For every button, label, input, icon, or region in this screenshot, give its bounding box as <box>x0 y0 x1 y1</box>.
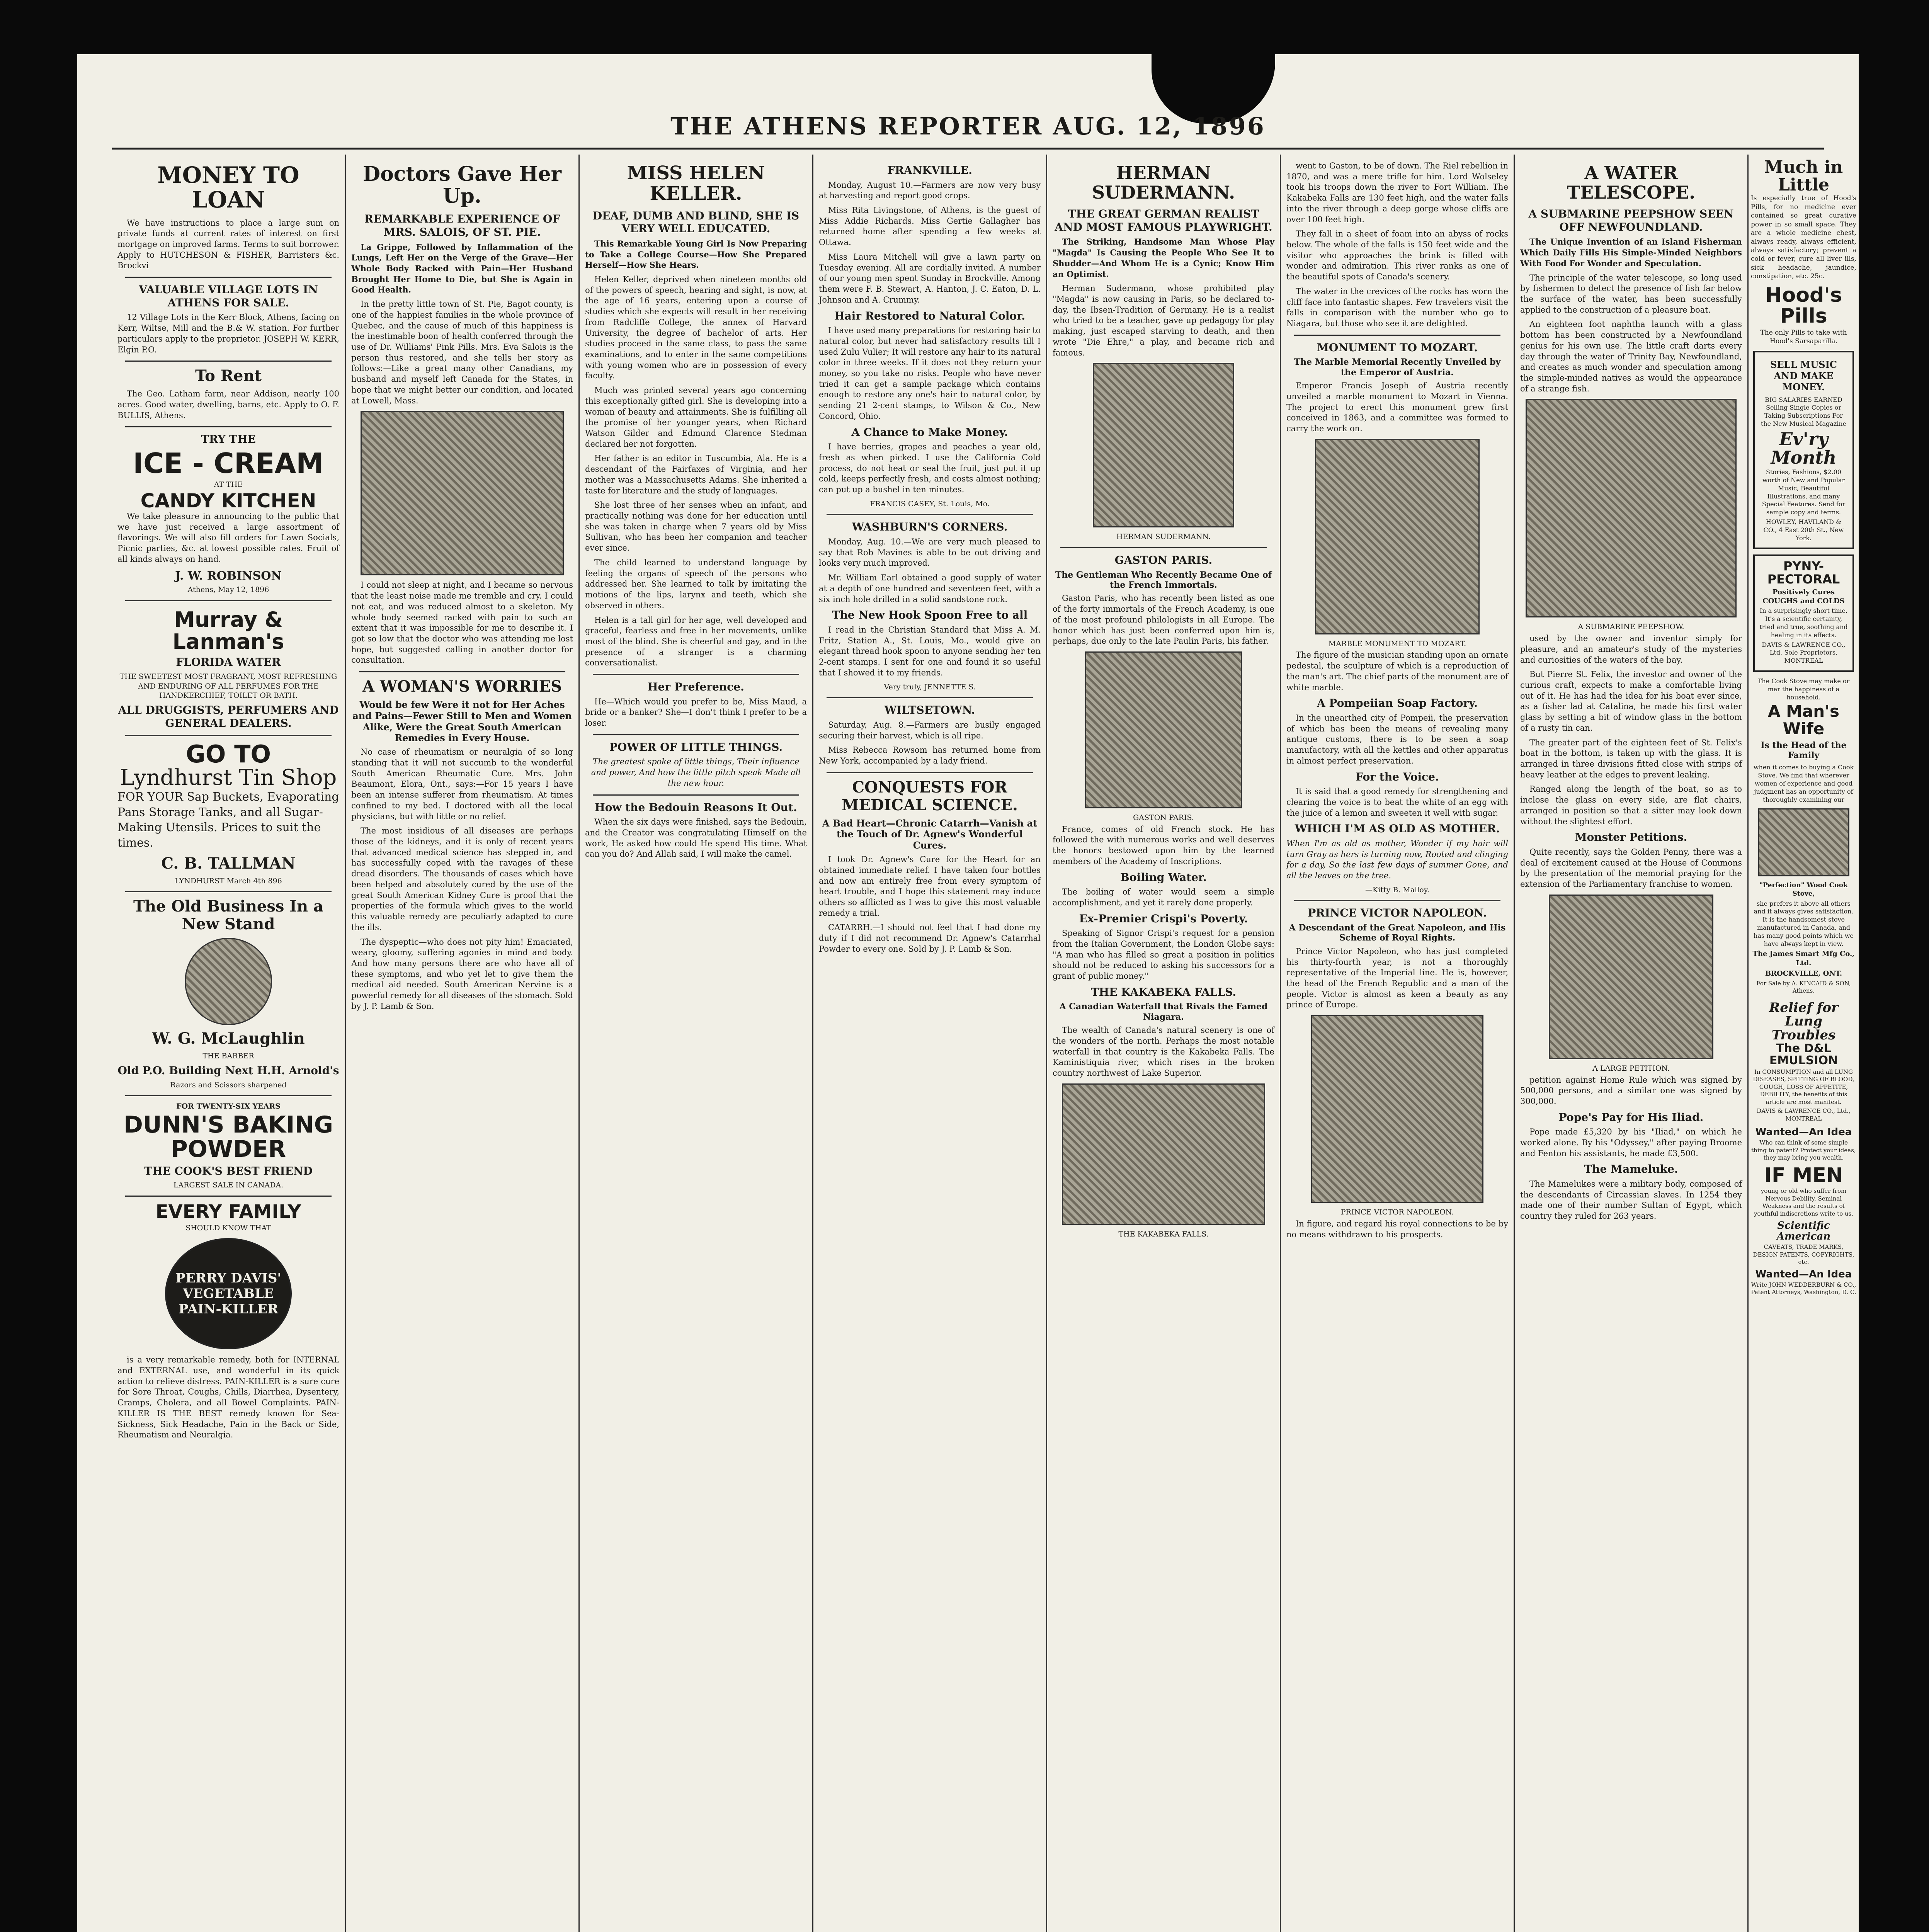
village-lots-text: 12 Village Lots in the Kerr Block, Athens, facing on Kerr, Wiltse, Mill and the B.& W. station. For further particulars apply to the proprietor. JOSEPH W. KERR, Elgin P.O. <box>117 313 339 354</box>
pyny-maker: DAVIS & LAWRENCE CO., Ltd. Sole Proprietors, MONTREAL <box>1762 641 1846 665</box>
column-6 <box>1281 155 1515 1932</box>
evry-month-title: Ev'ry Month <box>1771 428 1837 468</box>
candy-kitchen-text: We take pleasure in announcing to the public that we have just received a large assortment of flavorings. We will also fill orders for Lawn Socials, Picnic parties, &c. at lowest possible rates. Fruit of all kinds always on hand. <box>117 511 339 564</box>
if-men-text: young or old who suffer from Nervous Debility, Seminal Weakness and the results of youthful indiscretions write to us. <box>1754 1187 1854 1217</box>
make-money-headline: A Chance to Make Money. <box>851 425 1008 439</box>
water-telescope-text-3: used by the owner and inventor simply for pleasure, and an amateur's study of the mysteries and curiosities of the waters of the bay. <box>1520 634 1742 665</box>
mclaughlin-name: W. G. McLaughlin <box>152 1029 305 1048</box>
try-the: TRY THE <box>201 433 256 446</box>
mozart-deck: The Marble Memorial Recently Unveiled by the Emperor of Austria. <box>1294 357 1501 378</box>
water-telescope-subhead: A SUBMARINE PEEPSHOW SEEN OFF NEWFOUNDLAND. <box>1528 207 1734 233</box>
francis-casey: FRANCIS CASEY, St. Louis, Mo. <box>870 499 990 508</box>
monster-petitions-headline: Monster Petitions. <box>1575 831 1687 844</box>
largest-sale: LARGEST SALE IN CANADA. <box>173 1181 284 1190</box>
divider <box>827 772 1033 773</box>
frankville-text-1: Monday, August 10.—Farmers are now very busy at harvesting and report good crops. <box>819 180 1041 201</box>
james-smart-co: The James Smart Mfg Co., Ltd. <box>1752 950 1855 967</box>
frankville-headline: FRANKVILLE. <box>887 164 973 177</box>
dunns-baking-powder: DUNN'S BAKING POWDER <box>124 1111 333 1163</box>
water-telescope-text-2: An eighteen foot naphtha launch with a glass bottom has been constructed by a Newfoundland genius for his own use. The little craft darts every day through the water of Trinity Bay, Newfoundland, and creates as much wonder and speculation among the simple-minded natives as would the appearance of a strange fish. <box>1520 320 1742 393</box>
brockville: BROCKVILLE, ONT. <box>1765 969 1842 978</box>
mameluke-text: The Mamelukes were a military body, composed of the descendants of Circassian slaves. In 1254 they made one of their number Sultan of Egypt, which country they ruled for 263 years. <box>1520 1179 1742 1221</box>
divider <box>125 1196 332 1197</box>
power-of-little-things-poem: The greatest spoke of little things, Their influence and power, And how the little pitch speak Made all the new hour. <box>591 757 801 788</box>
pain-killer-text: is a very remarkable remedy, both for INTERNAL and EXTERNAL use, and wonderful in its quick action to relieve distress. PAIN-KILLER is a sure cure for Sore Throat, Coughs, Chills, Diarrhea, Dysentery, Cramps, Cholera, and all Bowel Complaints. PAIN-KILLER IS THE BEST remedy known for Sea-Sickness, Sick Headache, Pain in the Back or Side, Rheumatism and Neuralgia. <box>117 1355 339 1440</box>
womans-worries-headline: A WOMAN'S WORRIES <box>362 677 562 696</box>
make-money-text: I have berries, grapes and peaches a year old, fresh as when picked. I use the California Cold process, do not heat or seal the fruit, just put it up cold, keeps perfectly fresh, and costs almost nothing; can put up a bushel in ten minutes. <box>819 442 1041 495</box>
twenty-six-years: FOR TWENTY-SIX YEARS <box>176 1102 281 1111</box>
victor-napoleon-caption: PRINCE VICTOR NAPOLEON. <box>1340 1208 1454 1217</box>
should-know: SHOULD KNOW THAT <box>185 1223 271 1232</box>
mameluke-headline: The Mameluke. <box>1584 1163 1678 1176</box>
gaston-paris-headline: GASTON PARIS. <box>1114 553 1213 566</box>
pain-killer-badge: PERRY DAVIS' VEGETABLE PAIN-KILLER <box>165 1238 292 1349</box>
ice-cream-headline: ICE - CREAM <box>133 447 324 480</box>
to-rent-headline: To Rent <box>195 367 262 385</box>
tallman-date: LYNDHURST March 4th 896 <box>175 876 282 885</box>
masthead-rule <box>112 148 1824 150</box>
kakabeka-continued-2: They fall in a sheet of foam into an abyss of rocks below. The whole of the falls is 150 feet wide and the visitor who approaches the brink is filled with wonder and admiration. This river ranks as one of the beautiful spots of Canada's scenery. <box>1286 229 1508 282</box>
submarine-peepshow-illustration <box>1526 399 1737 617</box>
helen-keller-subhead: DEAF, DUMB AND BLIND, SHE IS VERY WELL EDUCATED. <box>592 209 799 235</box>
divider <box>125 735 332 736</box>
her-preference-text: He—Which would you prefer to be, Miss Maud, a bride or a banker? She—I don't think I prefer to be a loser. <box>585 697 807 728</box>
womans-worries-text-2: The most insidious of all diseases are perhaps those of the kidneys, and it is only of recent years that advanced medical science has stepped in, and has successfully coped with the ravages of these dread disorders. The thousands of cases which have been helped and absolutely cured by the use of the great South American Kidney Cure is proof that the properties of the formula which gives to the world this valuable remedy are peculiarly adapted to cure the ills. <box>351 826 573 932</box>
divider <box>593 734 799 735</box>
if-men-headline: IF MEN <box>1764 1163 1843 1187</box>
pyny-text: In a surprisingly short time. It's a scientific certainty, tried and true, soothing and healing in its effects. <box>1759 607 1848 639</box>
helen-keller-deck: This Remarkable Young Girl Is Now Preparing to Take a College Course—How She Prepared Herself—How She Hears. <box>585 238 807 270</box>
frankville-text-2: Miss Rita Livingstone, of Athens, is the guest of Miss Addie Richards. Miss Gertie Gallagher has returned home after spending a few weeks at Ottawa. <box>819 206 1041 247</box>
hoods-pills: Hood's Pills <box>1765 283 1842 328</box>
stove-text-1: when it comes to buying a Cook Stove. We find that wherever women of experience and good judgment has an opportunity of thoroughly examining our <box>1753 764 1854 803</box>
murray-lanman-headline: Murray & Lanman's <box>172 607 284 654</box>
mozart-monument-illustration <box>1315 439 1480 634</box>
large-petition-illustration <box>1549 895 1713 1059</box>
much-in-little-headline: Much in Little <box>1764 157 1843 195</box>
washburns-corners-headline: WASHBURN'S CORNERS. <box>852 520 1008 534</box>
hook-spoon-headline: The New Hook Spoon Free to all <box>832 609 1028 622</box>
lung-troubles-headline: Relief for Lung Troubles <box>1769 1000 1839 1043</box>
salois-deck: La Grippe, Followed by Inflammation of the Lungs, Left Her on the Verge of the Grave—Her Whole Body Racked with Pain—Her Husband Brought Her Home to Die, but She is Again in Good Health. <box>351 242 573 295</box>
emulsion-text: In CONSUMPTION and all LUNG DISEASES, SPITTING OF BLOOD, COUGH, LOSS OF APPETITE, DEBILITY, the benefits of this article are most manifest. <box>1753 1068 1854 1105</box>
gaston-paris-portrait <box>1085 651 1242 808</box>
robinson-date: Athens, May 12, 1896 <box>187 585 269 594</box>
perfection-stove: "Perfection" Wood Cook Stove, <box>1759 881 1848 898</box>
kakabeka-continued-1: went to Gaston, to be of down. The Riel rebellion in 1870, and was a mere trifle for him. Lord Wolseley took his troops down the river to Fort William. The Kakabeka Falls are 130 feet high, and the water falls into the river through a deep gorge whose cliffs are over 100 feet high. <box>1286 161 1508 224</box>
head-of-family: Is the Head of the Family <box>1761 740 1847 760</box>
sudermann-deck: The Striking, Handsome Man Whose Play "Magda" Is Causing the People Who See It to Shudder—And Whom He is a Cynic; Know Him an Optimist. <box>1053 237 1274 279</box>
cook-stove-intro: The Cook Stove may make or mar the happiness of a household. <box>1757 677 1850 701</box>
sell-music-sub: BIG SALARIES EARNED Selling Single Copies or Taking Subscriptions For the New Musical Magazine <box>1761 396 1847 427</box>
kakabeka-deck: A Canadian Waterfall that Rivals the Famed Niagara. <box>1059 1002 1268 1022</box>
hair-restored-text: I have used many preparations for restoring hair to natural color, but never had satisfactory results till I used Zulu Vulier; It will restore any hair to its natural color in three weeks. If it does not they return your money, so you take no risks. People who have never tried it can get a sample package which contains enough to restore any one's hair to natural color, by sending 21 2-cent stamps, to Wilson & Co., New Concord, Ohio. <box>819 326 1041 421</box>
crispi-headline: Ex-Premier Crispi's Poverty. <box>1079 912 1248 925</box>
go-to-headline: GO TO <box>185 740 271 769</box>
doctors-gave-her-up-headline: Doctors Gave Her Up. <box>362 162 562 208</box>
conquests-text-1: I took Dr. Agnew's Cure for the Heart for an obtained immediate relief. I have taken four bottles and now am entirely free from every symptom of heart trouble, and I hope this statement may induce others so afflicted as I was to give this most valuable remedy a trial. <box>819 855 1041 918</box>
divider <box>1060 547 1267 548</box>
scientific-american: Scientific American <box>1776 1220 1831 1242</box>
monster-petitions-text: Quite recently, says the Golden Penny, there was a deal of excitement caused at the House of Commons by the presentation of the memorial praying for the extension of the Parliamentary franchise to women. <box>1520 847 1742 889</box>
wanted-idea-2: Wanted—An Idea <box>1755 1268 1852 1280</box>
howley-address: HOWLEY, HAVILAND & CO., 4 East 20th St., New York. <box>1763 518 1844 542</box>
victor-napoleon-text-2: In figure, and regard his royal connections to be by no means withdrawn to his prospects. <box>1286 1219 1508 1239</box>
mozart-headline: MONUMENT TO MOZART. <box>1317 341 1478 354</box>
victor-napoleon-text: Prince Victor Napoleon, who has just completed his thirty-fourth year, is not a thoroughly representative of the Imperial line. He is, however, the head of the French Republic and a man of the people. Victor is almost as keen a beauty as any prince of Europe. <box>1286 946 1508 1010</box>
divider <box>1294 900 1500 901</box>
divider <box>125 891 332 892</box>
kakabeka-falls-illustration <box>1062 1083 1265 1225</box>
divider <box>827 514 1033 515</box>
column-8-ads <box>1749 155 1859 1932</box>
gaston-paris-text: Gaston Paris, who has recently been listed as one of the forty immortals of the French Academy, is one of the most profound philologists in all Europe. The honor which has just been conferred upon him is, perhaps, due only to the late Paulin Paris, his father. <box>1053 594 1274 646</box>
emulsion-maker: DAVIS & LAWRENCE CO., Ltd., MONTREAL <box>1757 1107 1851 1122</box>
divider <box>1294 335 1500 336</box>
divider <box>593 794 799 796</box>
candy-kitchen-headline: CANDY KITCHEN <box>140 490 316 512</box>
her-preference-headline: Her Preference. <box>648 680 744 694</box>
monster-petitions-text-2: petition against Home Rule which was signed by 500,000 persons, and a similar one was signed by 300,000. <box>1520 1075 1742 1106</box>
old-as-mother-headline: WHICH I'M AS OLD AS MOTHER. <box>1295 822 1500 835</box>
sudermann-subhead: THE GREAT GERMAN REALIST AND MOST FAMOUS PLAYWRIGHT. <box>1055 207 1272 233</box>
to-rent-text: The Geo. Latham farm, near Addison, nearly 100 acres. Good water, dwelling, barns, etc. Apply to O. F. BULLIS, Athens. <box>117 389 339 420</box>
money-to-loan-text: We have instructions to place a large sum on private funds at current rates of interest on first mortgage on improved farms. Terms to suit borrower. Apply to HUTCHESON & FISHER, Barristers &c. Brockvi <box>117 218 339 270</box>
sell-music-headline: SELL MUSIC AND MAKE MONEY. <box>1770 359 1837 393</box>
kakabeka-text: The wealth of Canada's natural scenery is one of the wonders of the north. Perhaps the most notable waterfall in that country is the Kakabeka Falls. The Kaministiquia river, which rises in the broken country northwest of Lake Superior. <box>1053 1026 1274 1078</box>
petition-caption: A LARGE PETITION. <box>1592 1064 1670 1073</box>
malloy-signature: —Kitty B. Malloy. <box>1365 885 1429 894</box>
column-4 <box>813 155 1047 1932</box>
pompeiian-soap-headline: A Pompeiian Soap Factory. <box>1317 697 1478 710</box>
stove-text-2: she prefers it above all others and it always gives satisfaction. It is the handsomest stove manufactured in Canada, and has many good points which we have always kept in view. <box>1754 900 1854 947</box>
wanted-idea-1: Wanted—An Idea <box>1755 1126 1852 1138</box>
sudermann-text: Herman Sudermann, whose prohibited play "Magda" is now causing in Paris, so he declared to-day, the Ibsen-Tradition of Germany. He is a realist who tried to be a teacher, gave up pedagogy for play making, just escaped starving to death, and then wrote "Die Ehre," a play, and became rich and famous. <box>1053 284 1274 357</box>
column-2 <box>346 155 580 1932</box>
money-to-loan-headline: MONEY TO LOAN <box>157 162 299 213</box>
divider <box>593 674 799 675</box>
the-barber: THE BARBER <box>202 1052 254 1061</box>
victor-napoleon-portrait <box>1311 1015 1483 1203</box>
boiling-water-text: The boiling of water would seem a simple accomplishment, and yet it rarely done properly. <box>1053 887 1274 907</box>
column-3 <box>580 155 813 1932</box>
hoods-text: Is especially true of Hood's Pills, for no medicine ever contained so great curative power in so small space. They are a whole medicine chest, always ready, always efficient, always satisfactory; prevent a cold or fever, cure all liver ills, sick headache, jaundice, constipation, etc. 25c. <box>1751 194 1856 281</box>
for-the-voice-text: It is said that a good remedy for strengthening and clearing the voice is to beat the white of an egg with the juice of a lemon and sweeten it well with sugar. <box>1286 787 1508 818</box>
at-the: AT THE <box>214 480 243 489</box>
womans-worries-text-1: No case of rheumatism or neuralgia of so long standing that it will not succumb to the wonderful South American Rheumatic Cure. Mrs. John Beaumont, Elora, Ont., says:—For 15 years I have been an intense sufferer from rheumatism. At times confined to my bed. I doctored with all the local physicians, but with little or no relief. <box>351 747 573 821</box>
divider <box>827 697 1033 698</box>
column-1 <box>112 155 346 1932</box>
helen-keller-headline: MISS HELEN KELLER. <box>627 162 765 204</box>
columns <box>112 155 1856 1932</box>
mans-wife-headline: A Man's Wife <box>1767 702 1840 738</box>
boiling-water-headline: Boiling Water. <box>1120 871 1207 884</box>
wiltsetown-text-1: Saturday, Aug. 8.—Farmers are busily engaged securing their harvest, which is all ripe. <box>819 720 1041 740</box>
sickbed-illustration <box>361 411 564 575</box>
helen-keller-text-4: She lost three of her senses when an infant, and practically nothing was done for her education until she was taken in charge when 7 years old by Miss Sullivan, who has been her companion and teacher ever since. <box>585 500 807 553</box>
kincaid-line: For Sale by A. KINCAID & SON, Athens. <box>1756 980 1851 994</box>
salois-text-1: In the pretty little town of St. Pie, Bagot county, is one of the happiest families in the whole province of Quebec, and the cause of much of this happiness is the inestimable boon of health conferred through the use of Dr. Williams' Pink Pills. Mrs. Eva Salois is the person thus restored, and she tells her story as follows:—Like a great many other Canadians, my husband and myself left Canada for the States, in hope that we might better our condition, and located at Lowell, Mass. <box>351 299 573 405</box>
gaston-paris-text-2: France, comes of old French stock. He has followed the with numerous works and well deserves the honors bestowed upon him by the learned members of the Academy of Inscriptions. <box>1053 824 1274 866</box>
helen-keller-text-5: The child learned to understand language by feeling the organs of speech of the persons who addressed her. She learned to talk by imitating the motions of the lips, larynx and teeth, which she observed in others. <box>585 558 807 610</box>
kakabeka-headline: THE KAKABEKA FALLS. <box>1090 985 1237 998</box>
water-telescope-text-5: The greater part of the eighteen feet of St. Felix's boat in the bottom, is taken up with the glass. It is arranged in three divisions fitted close with strips of heavy leather at the edges to prevent leaking. <box>1520 738 1742 779</box>
divider <box>125 1095 332 1096</box>
peepshow-caption: A SUBMARINE PEEPSHOW. <box>1578 622 1684 631</box>
jennette-signature: Very truly, JENNETTE S. <box>884 682 976 691</box>
victor-napoleon-deck: A Descendant of the Great Napoleon, and His Scheme of Royal Rights. <box>1289 923 1506 943</box>
wedderburn-line: Write JOHN WEDDERBURN & CO., Patent Attorneys, Washington, D. C. <box>1751 1281 1856 1296</box>
conquests-text-2: CATARRH.—I should not feel that I had done my duty if I did not recommend Dr. Agnew's Catarrhal Powder to every one. Sold by J. P. Lamb & Son. <box>819 923 1041 954</box>
pyny-pectoral-title: PYNY-PECTORAL <box>1767 559 1840 587</box>
every-family: EVERY FAMILY <box>155 1201 301 1223</box>
bedouin-headline: How the Bedouin Reasons It Out. <box>595 801 797 814</box>
divider <box>125 277 332 278</box>
florida-water-text: THE SWEETEST MOST FRAGRANT, MOST REFRESHING AND ENDURING OF ALL PERFUMES FOR THE HANDKERCHIEF, TOILET OR BATH. <box>119 672 337 700</box>
for-the-voice-headline: For the Voice. <box>1356 770 1439 783</box>
salois-subhead: REMARKABLE EXPERIENCE OF MRS. SALOIS, OF ST. PIE. <box>364 213 560 238</box>
womans-worries-text-3: The dyspeptic—who does not pity him! Emaciated, weary, gloomy, suffering agonies in mind and body. And how many persons there are who have all of these symptoms, and who yet let to give them the medical aid needed. South American Nervine is a powerful remedy for all diseases of the stomach. Sold by J. P. Lamb & Son. <box>351 937 573 1011</box>
divider <box>125 600 332 601</box>
bedouin-text: When the six days were finished, says the Bedouin, and the Creator was congratulating Himself on the work, He asked how could He spend His time. What can you do? And Allah said, I will make the camel. <box>585 817 807 859</box>
helen-keller-text-6: Helen is a tall girl for her age, well developed and graceful, fearless and free in her movements, unlike most of the blind. She is cheerful and gay, and in the presence of a stranger is a charming conversationalist. <box>585 615 807 668</box>
water-telescope-text-4: But Pierre St. Felix, the investor and owner of the curious craft, expects to make a comfortable living out of it. He has had the idea for his boat ever since, as a fisher lad at Catalina, he made his first water glass by setting a bit of window glass in the bottom of a rusty tin can. <box>1520 670 1742 733</box>
old-business-headline: The Old Business In a New Stand <box>133 897 323 934</box>
helen-keller-text-2: Much was printed several years ago concerning this exceptionally gifted girl. She is developing into a woman of beauty and attainments. She is fulfilling all the promise of her younger years, when Richard Watson Gilder and Edmund Clarence Stedman declared her not forgotten. <box>585 386 807 449</box>
divider <box>359 671 565 672</box>
cook-stove-illustration <box>1758 808 1849 876</box>
mozart-caption: MARBLE MONUMENT TO MOZART. <box>1328 639 1466 648</box>
helen-keller-text-3: Her father is an editor in Tuscumbia, Ala. He is a descendant of the Fairfaxes of Virginia, and her mother was a Massachusetts Adams. She inherited a taste for literature and the study of languages. <box>585 454 807 495</box>
power-of-little-things-headline: POWER OF LITTLE THINGS. <box>609 740 783 753</box>
village-lots-headline: VALUABLE VILLAGE LOTS IN ATHENS FOR SALE. <box>139 283 318 309</box>
column-7 <box>1515 155 1749 1932</box>
druggists-line: ALL DRUGGISTS, PERFUMERS AND GENERAL DEALERS. <box>118 704 339 730</box>
conquests-deck: A Bad Heart—Chronic Catarrh—Vanish at the Touch of Dr. Agnew's Wonderful Cures. <box>822 817 1038 851</box>
water-telescope-text-1: The principle of the water telescope, so long used by fishermen to detect the presence of fish far below the surface of the water, has been successfully applied to the construction of a pleasure boat. <box>1520 273 1742 315</box>
salois-text-2: I could not sleep at night, and I became so nervous that the least noise made me tremble and cry. I could not eat, and was reduced almost to a skeleton. My whole body seemed racked with pain to such an extent that it was impossible for me to describe it. I got so low that the doctor who was attending me lost hope, but suggested calling in another doctor for consultation. <box>351 580 573 665</box>
wiltsetown-text-2: Miss Rebecca Rowsom has returned home from New York, accompanied by a lady friend. <box>819 745 1041 765</box>
barber-location: Old P.O. Building Next H.H. Arnold's <box>117 1064 339 1077</box>
popes-pay-text: Pope made £5,320 by his "Iliad," on which he worked alone. By his "Odyssey," after paying Broome and Fenton his assistants, he made £3,500. <box>1520 1127 1742 1158</box>
water-telescope-text-6: Ranged along the length of the boat, so as to inclose the glass on every side, are flat chairs, arranged in position so that a sitter may look down without the slightest effort. <box>1520 784 1742 826</box>
popes-pay-headline: Pope's Pay for His Iliad. <box>1558 1111 1704 1124</box>
washburns-text-2: Mr. William Earl obtained a good supply of water at a depth of one hundred and seventeen feet, with a six inch hole drilled in a solid sandstone rock. <box>819 573 1041 604</box>
wanted-idea-text-1: Who can think of some simple thing to patent? Protect your ideas; they may bring you wealth. <box>1751 1139 1856 1162</box>
washburns-text-1: Monday, Aug. 10.—We are very much pleased to say that Rob Mavines is able to be out driving and looks very much improved. <box>819 537 1041 568</box>
cooks-best-friend: THE COOK'S BEST FRIEND <box>144 1164 313 1177</box>
water-telescope-headline: A WATER TELESCOPE. <box>1567 162 1696 203</box>
robinson-signature: J. W. ROBINSON <box>175 569 282 583</box>
lyndhurst-tin-shop: Lyndhurst Tin Shop <box>120 765 337 791</box>
sudermann-headline: HERMAN SUDERMANN. <box>1092 162 1235 203</box>
water-telescope-deck: The Unique Invention of an Island Fisherman Which Daily Fills His Simple-Minded Neighbors With Food For Wonder and Speculation. <box>1520 237 1742 268</box>
barber-illustration <box>185 938 272 1025</box>
mozart-text-2: The figure of the musician standing upon an ornate pedestal, the sculpture of which is a reproduction of the man's art. The chief parts of the monument are of white marble. <box>1286 650 1508 692</box>
patents-line: CAVEATS, TRADE MARKS, DESIGN PATENTS, COPYRIGHTS, etc. <box>1753 1243 1854 1266</box>
kakabeka-continued-3: The water in the crevices of the rocks has worn the cliff face into fantastic shapes. Few travelers visit the falls in comparison with the number who go to Niagara, but those who see it are delighted. <box>1286 286 1508 328</box>
newspaper-page <box>77 54 1859 1932</box>
evry-month-text: Stories, Fashions, $2.00 worth of New and Popular Music, Beautiful Illustrations, and many Special Features. Send for sample copy and terms. <box>1762 468 1846 516</box>
razors-line: Razors and Scissors sharpened <box>170 1080 287 1089</box>
florida-water: FLORIDA WATER <box>176 656 281 669</box>
tin-shop-text: FOR YOUR Sap Buckets, Evaporating Pans Storage Tanks, and all Sugar-Making Utensils. Prices to suit the times. <box>117 790 339 850</box>
masthead: THE ATHENS REPORTER AUG. 12, 1896 <box>670 112 1266 140</box>
hook-spoon-text: I read in the Christian Standard that Miss A. M. Fritz, Station A., St. Louis, Mo., would give an elegant thread hook spoon to anyone sending her ten 2-cent stamps. I sent for one and found it so useful that I showed it to my friends. <box>819 625 1041 677</box>
divider <box>125 361 332 362</box>
sudermann-caption: HERMAN SUDERMANN. <box>1116 532 1211 541</box>
mozart-text: Emperor Francis Joseph of Austria recently unveiled a marble monument to Mozart in Vienna. The project to erect this monument grew first conceived in 1863, and a committee was formed to carry the work on. <box>1286 381 1508 434</box>
hair-restored-headline: Hair Restored to Natural Color. <box>834 309 1025 322</box>
victor-napoleon-headline: PRINCE VICTOR NAPOLEON. <box>1308 906 1487 920</box>
tallman-signature: C. B. TALLMAN <box>161 854 296 872</box>
dl-emulsion: The D&L EMULSION <box>1769 1041 1838 1068</box>
frankville-text-3: Miss Laura Mitchell will give a lawn party on Tuesday evening. All are cordially invited. A number of our young men spent Sunday in Brockville. Among them were F. B. Stewart, A. Hanton, J. C. Eaton, D. L. Johnson and A. Crummy. <box>819 252 1041 304</box>
womans-worries-deck: Would be few Were it not for Her Aches and Pains—Fewer Still to Men and Women Alike, Were the Great South American Remedies in Every House. <box>352 699 572 744</box>
crispi-text: Speaking of Signor Crispi's request for a pension from the Italian Government, the London Globe says: "A man who has filled so great a position in politics should not be reduced to asking his successors for a grant of public money." <box>1053 929 1274 981</box>
sell-music-ad <box>1753 351 1854 549</box>
pyny-pectoral-ad <box>1753 554 1854 672</box>
gaston-paris-deck: The Gentleman Who Recently Became One of the French Immortals. <box>1055 570 1272 590</box>
sudermann-portrait <box>1093 363 1234 527</box>
column-5 <box>1047 155 1281 1932</box>
helen-keller-text-1: Helen Keller, deprived when nineteen months old of the powers of speech, hearing and sight, is now, at the age of 16 years, entering upon a course of studies which she expects will result in her receiving from Radcliffe College, the annex of Harvard University, the degree of bachelor of arts. Her studies proceed in the same class, to pass the same examinations, and to enter in the same competitions with young women who are in possession of every faculty. <box>585 274 807 381</box>
gaston-paris-caption: GASTON PARIS. <box>1133 813 1194 822</box>
wiltsetown-headline: WILTSETOWN. <box>884 704 975 717</box>
divider <box>125 426 332 427</box>
old-as-mother-poem: When I'm as old as mother, Wonder if my hair will turn Gray as hers is turning now, Rooted and clinging for a day, So the last few days of summer Gone, and all the leaves on the tree. <box>1286 838 1508 880</box>
conquests-headline: CONQUESTS FOR MEDICAL SCIENCE. <box>842 778 1018 814</box>
pompeiian-soap-text: In the unearthed city of Pompeii, the preservation of which has been the means of revealing many antique customs, there is to be seen a soap manufactory, with all the kettles and other apparatus in almost perfect preservation. <box>1286 713 1508 765</box>
hoods-tagline: The only Pills to take with Hood's Sarsaparilla. <box>1760 328 1847 345</box>
kakabeka-caption: THE KAKABEKA FALLS. <box>1118 1230 1209 1238</box>
pyny-cures: Positively Cures COUGHS and COLDS <box>1762 588 1845 605</box>
